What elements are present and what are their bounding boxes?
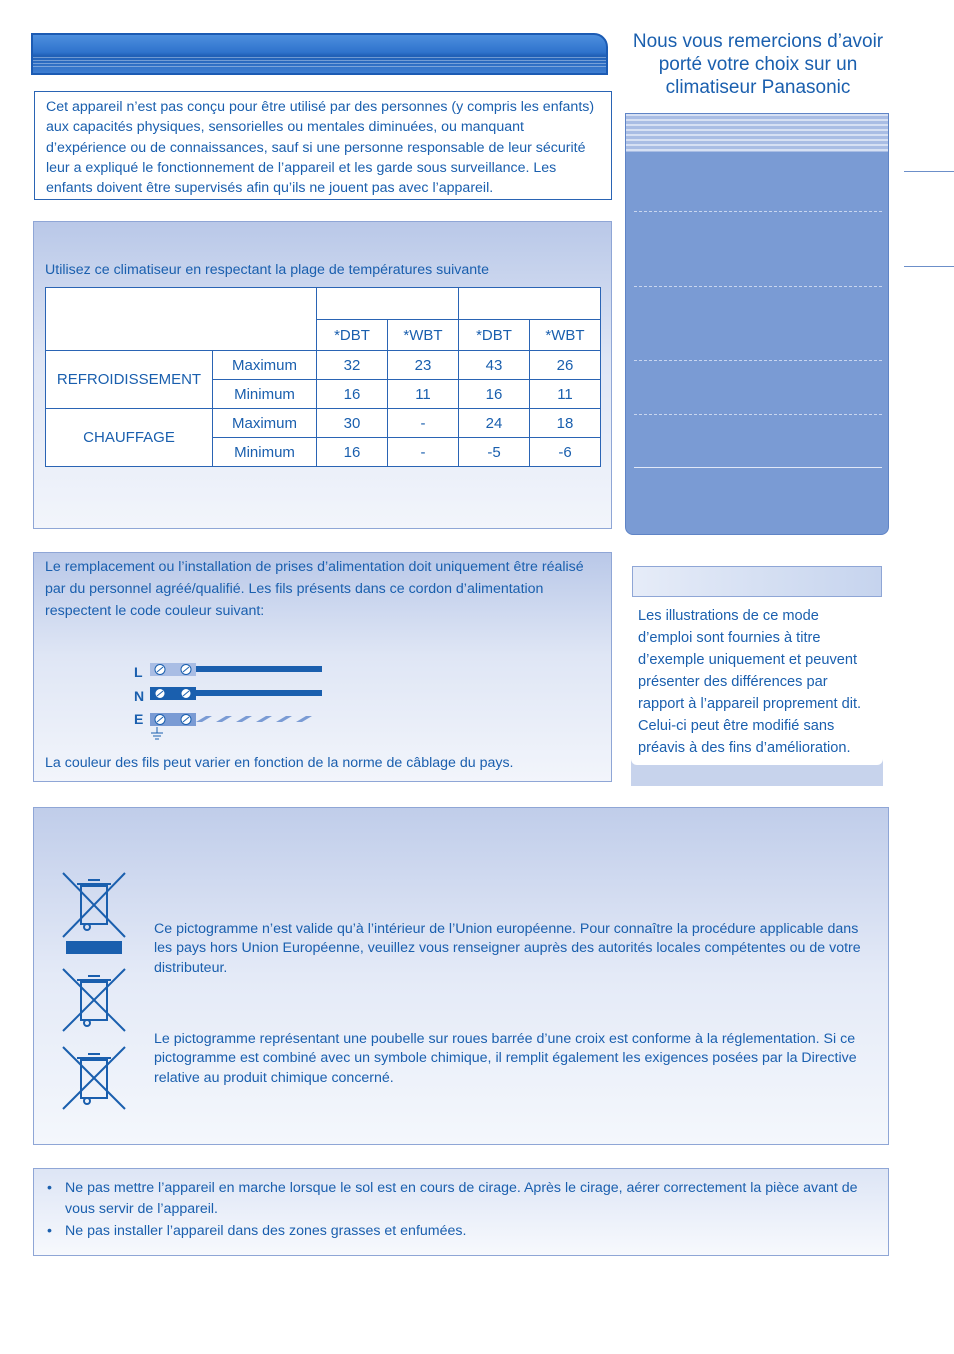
wire-label-e: E: [134, 711, 144, 727]
value-cell: 24: [459, 409, 530, 438]
safety-notice: Cet appareil n’est pas conçu pour être utilisé par des personnes (y compris les enfants) aux capacités physiques, sensorielles ou mentales diminuées, ou manquant d’expérience ou de connaissances, sauf si une personne responsable de leur sécurité leur a expliqué le fonctionnement de l’appareil et les garde sous surveillance. Les enfants doivent être supervisés afin qu’ils ne jouent pas avec l’appareil.: [34, 91, 612, 200]
outdoor-header: [459, 288, 601, 320]
mode-cooling: REFROIDISSEMENT: [46, 351, 213, 409]
temperature-intro: Utilisez ce climatiseur en respectant la plage de températures suivante: [45, 262, 489, 278]
list-item: • Ne pas mettre l’appareil en marche lorsque le sol est en cours de cirage. Après le cirage, aérer correctement la pièce avant de vous servir de l’appareil.: [47, 1180, 858, 1217]
wiring-diagram: [133, 661, 333, 741]
note-text: Ne pas installer l’appareil dans des zones grasses et enfumées.: [65, 1223, 467, 1239]
value-cell: -: [388, 438, 459, 467]
value-cell: 16: [459, 380, 530, 409]
value-cell: 11: [530, 380, 601, 409]
crossed-bin-icon: [60, 966, 128, 1034]
value-cell: 18: [530, 409, 601, 438]
sub-header: *DBT: [317, 320, 388, 351]
wire-label-n: N: [134, 688, 145, 704]
value-cell: -: [388, 409, 459, 438]
contents-panel: [625, 113, 889, 535]
section-header-bar: [31, 33, 608, 75]
value-cell: 23: [388, 351, 459, 380]
sub-header: *WBT: [388, 320, 459, 351]
value-cell: -5: [459, 438, 530, 467]
table-corner: [46, 288, 317, 351]
side-divider: [904, 171, 954, 172]
value-cell: 16: [317, 438, 388, 467]
crossed-bin-icon: [60, 1044, 128, 1112]
level-cell: Maximum: [213, 351, 317, 380]
power-cord-text: Le remplacement ou l’installation de prises d’alimentation doit uniquement être réalisé par du personnel agréé/qualifié. Les fils présents dans ce cordon d’alimentation respectent le code couleur suivant:: [45, 559, 584, 619]
crossed-bin-icon: [60, 870, 128, 956]
sub-header: *DBT: [459, 320, 530, 351]
value-cell: 26: [530, 351, 601, 380]
indoor-header: [317, 288, 459, 320]
mode-heating: CHAUFFAGE: [46, 409, 213, 467]
wire-color-note: La couleur des fils peut varier en fonction de la norme de câblage du pays.: [45, 755, 514, 771]
temperature-table: [45, 287, 601, 467]
list-item: • Ne pas installer l’appareil dans des zones grasses et enfumées.: [47, 1223, 467, 1239]
wire-label-l: L: [134, 664, 143, 680]
bin-symbol-text: Le pictogramme représentant une poubelle sur roues barrée d’une croix est conforme à la réglementation. Si ce pictogramme est combiné avec un symbole chimique, il remplit également les exigences posées par la Directive relative au produit chimique concerné.: [154, 1031, 857, 1086]
eu-validity-text: Ce pictogramme n’est valide qu’à l’intérieur de l’Union européenne. Pour connaître la procédure applicable dans les pays hors Union Européenne, veuillez vous renseigner auprès des autorités locales compétentes ou de votre distributeur.: [154, 921, 861, 976]
value-cell: 16: [317, 380, 388, 409]
value-cell: 43: [459, 351, 530, 380]
level-cell: Minimum: [213, 438, 317, 467]
note-text: Ne pas mettre l’appareil en marche lorsque le sol est en cours de cirage. Après le cirage, aérer correctement la pièce avant de vous servir de l’appareil.: [65, 1180, 858, 1217]
level-cell: Minimum: [213, 380, 317, 409]
thank-you-message: Nous vous remercions d’avoir porté votre choix sur un climatiseur Panasonic: [632, 31, 884, 98]
value-cell: 32: [317, 351, 388, 380]
value-cell: 30: [317, 409, 388, 438]
value-cell: -6: [530, 438, 601, 467]
illustrations-note: Les illustrations de ce mode d’emploi sont fournies à titre d’exemple uniquement et peuvent présenter des différences par rapport à l’appareil proprement dit. Celui-ci peut être modifié sans préavis à des fins d’amélioration.: [631, 597, 883, 765]
level-cell: Maximum: [213, 409, 317, 438]
side-divider: [904, 266, 954, 267]
sub-header: *WBT: [530, 320, 601, 351]
illustrations-header: [632, 566, 882, 597]
value-cell: 11: [388, 380, 459, 409]
